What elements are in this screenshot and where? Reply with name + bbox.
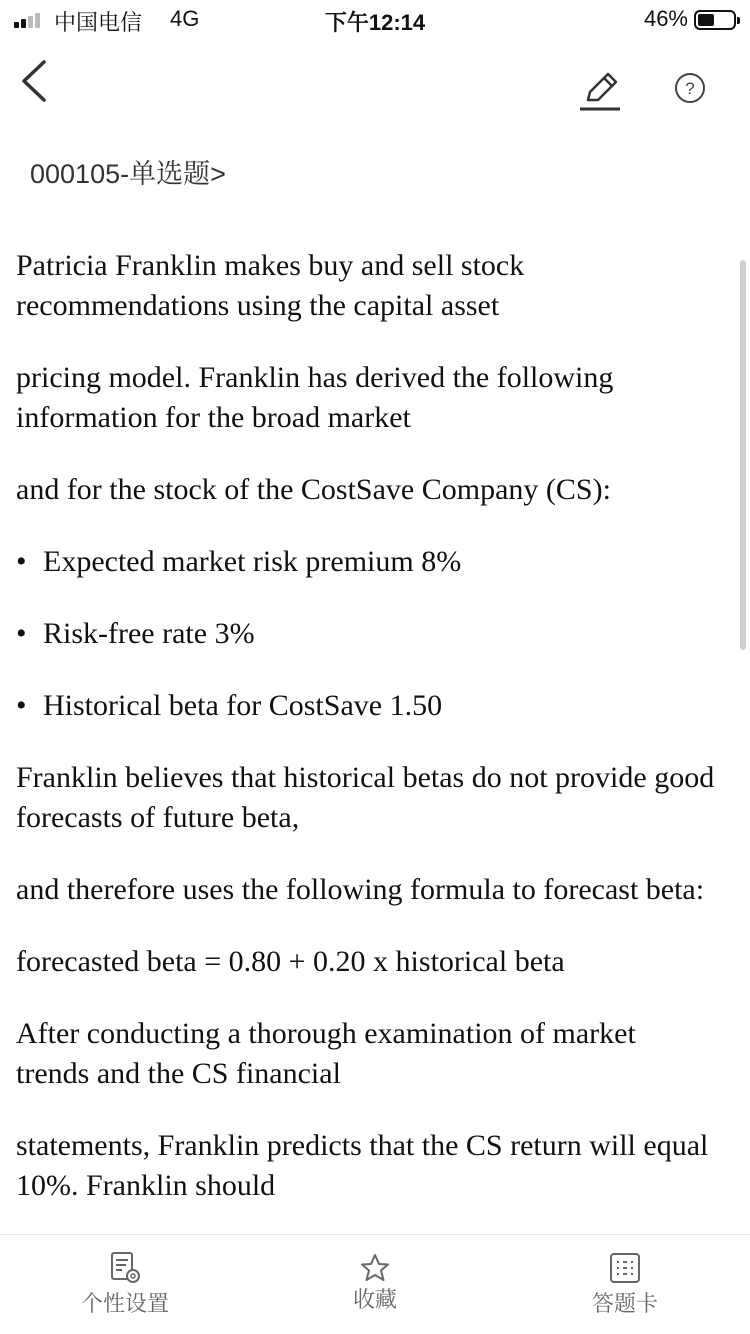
status-time: 下午12:14 — [324, 10, 426, 35]
bottom-tab-bar — [0, 1234, 750, 1334]
svg-text:?: ? — [685, 79, 695, 98]
question-paragraph: Franklin believes that historical betas do not provide good forecasts of future beta, — [16, 761, 715, 834]
battery-percent: 46% — [643, 6, 688, 31]
question-paragraph: and therefore uses the following formula to forecast beta: — [16, 873, 705, 906]
carrier-name: 中国电信 — [54, 10, 143, 35]
question-text — [16, 246, 716, 1234]
network-type: 4G — [170, 6, 200, 31]
question-paragraph: pricing model. Franklin has derived the following information for the broad market — [16, 361, 614, 434]
formula-text: forecasted beta = 0.80 + 0.20 x historical beta — [16, 945, 565, 978]
nav-bar — [0, 48, 750, 118]
battery-icon — [694, 10, 736, 30]
tab-personal-settings[interactable] — [0, 1235, 250, 1334]
pencil-icon[interactable] — [578, 68, 622, 112]
question-paragraph: statements, Franklin predicts that the CS return will equal 10%. Franklin should — [16, 1129, 709, 1202]
question-content[interactable] — [0, 128, 750, 1234]
question-id-label[interactable]: 000105-单选题> — [30, 159, 226, 189]
tab-label: 答题卡 — [591, 1291, 658, 1316]
question-paragraph: After conducting a thorough examination of market trends and the CS financial — [16, 1017, 636, 1090]
bullet-item: • Expected market risk premium 8% — [16, 542, 716, 582]
scrollbar[interactable] — [740, 260, 746, 650]
chevron-left-icon[interactable] — [16, 56, 56, 106]
question-paragraph: and for the stock of the CostSave Company (CS): — [16, 473, 611, 506]
star-icon — [358, 1251, 392, 1285]
tab-label: 收藏 — [352, 1287, 397, 1312]
tab-favorites[interactable] — [250, 1235, 500, 1334]
question-circle-icon[interactable] — [674, 72, 706, 104]
answer-sheet-icon — [608, 1251, 642, 1285]
question-paragraph: Patricia Franklin makes buy and sell stock recommendations using the capital asset — [16, 249, 525, 322]
status-bar — [0, 0, 750, 40]
tab-label: 个性设置 — [80, 1291, 169, 1316]
settings-document-icon — [108, 1251, 142, 1285]
bullet-item: • Historical beta for CostSave 1.50 — [16, 686, 716, 726]
tab-answer-sheet[interactable] — [500, 1235, 750, 1334]
bullet-item: • Risk-free rate 3% — [16, 614, 716, 654]
